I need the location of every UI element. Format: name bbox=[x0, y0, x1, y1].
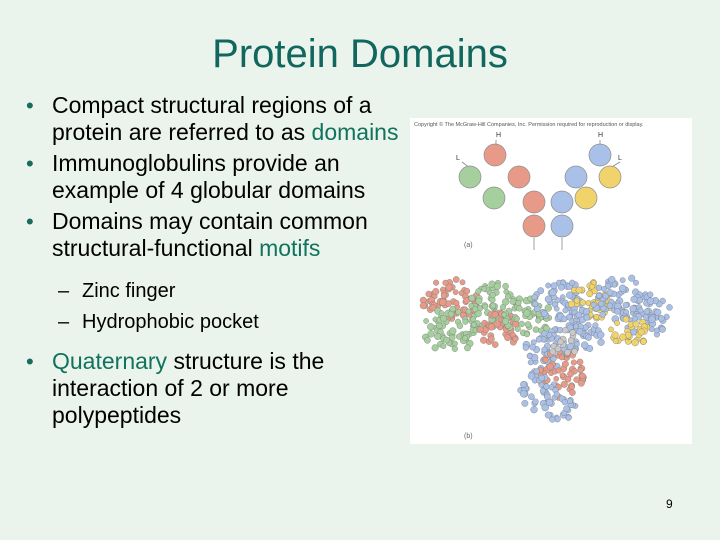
atom-sphere bbox=[449, 335, 455, 341]
atom-sphere bbox=[492, 342, 498, 348]
atom-sphere bbox=[514, 316, 520, 322]
atom-sphere bbox=[568, 301, 575, 308]
atom-sphere bbox=[469, 303, 474, 308]
atom-sphere bbox=[471, 322, 476, 327]
atom-sphere bbox=[587, 291, 593, 297]
atom-sphere bbox=[505, 294, 511, 300]
atom-sphere bbox=[569, 384, 575, 390]
atom-sphere bbox=[428, 331, 435, 338]
atom-sphere bbox=[640, 338, 646, 344]
heavy-domain-sphere bbox=[523, 191, 545, 213]
atom-sphere bbox=[633, 280, 638, 285]
atom-sphere bbox=[578, 380, 584, 386]
atom-sphere bbox=[454, 300, 460, 306]
atom-sphere bbox=[576, 312, 582, 318]
heavy-domain-sphere bbox=[589, 144, 611, 166]
heavy-domain-sphere bbox=[523, 215, 545, 237]
atom-sphere bbox=[574, 298, 580, 304]
atom-sphere bbox=[623, 316, 629, 322]
bullet-accent: domains bbox=[311, 119, 399, 145]
sub-bullet-item bbox=[58, 276, 424, 307]
atom-sphere bbox=[569, 390, 575, 396]
atom-sphere bbox=[607, 303, 613, 309]
atom-sphere bbox=[476, 289, 482, 295]
atom-sphere bbox=[581, 342, 588, 349]
atom-sphere bbox=[522, 400, 528, 406]
atom-sphere bbox=[502, 312, 507, 317]
atom-sphere bbox=[577, 329, 584, 336]
atom-sphere bbox=[667, 304, 673, 310]
atom-sphere bbox=[470, 317, 475, 322]
atom-sphere bbox=[520, 390, 527, 397]
light-domain-sphere bbox=[575, 187, 597, 209]
bullet-marker: • bbox=[26, 151, 34, 176]
atom-sphere bbox=[576, 287, 582, 293]
atom-sphere bbox=[504, 289, 509, 294]
atom-sphere bbox=[424, 318, 429, 323]
atom-sphere bbox=[528, 394, 534, 400]
atom-sphere bbox=[490, 292, 496, 298]
atom-sphere bbox=[488, 336, 494, 342]
atom-sphere bbox=[538, 288, 544, 294]
atom-sphere bbox=[542, 331, 548, 337]
atom-sphere bbox=[655, 309, 662, 316]
atom-sphere bbox=[520, 381, 526, 387]
atom-sphere bbox=[525, 322, 531, 328]
atom-sphere bbox=[433, 280, 439, 286]
atom-sphere bbox=[600, 312, 606, 318]
atom-sphere bbox=[658, 315, 664, 321]
atom-sphere bbox=[441, 343, 446, 348]
atom-sphere bbox=[608, 276, 615, 283]
atom-sphere bbox=[584, 314, 590, 320]
atom-sphere bbox=[441, 293, 447, 299]
atom-sphere bbox=[494, 283, 501, 290]
carbohydrate-atom-sphere bbox=[558, 339, 564, 345]
atom-sphere bbox=[516, 300, 522, 306]
sub-bullet-text: Hydrophobic pocket bbox=[82, 311, 259, 333]
heavy-chain-label: H bbox=[598, 132, 604, 139]
atom-sphere bbox=[591, 302, 596, 307]
atom-sphere bbox=[619, 285, 626, 292]
atom-sphere bbox=[539, 375, 545, 381]
bullet-text: Compact structural regions of a protein are referred to as bbox=[52, 92, 372, 145]
atom-sphere bbox=[554, 306, 559, 311]
bullet-accent: Quaternary bbox=[52, 348, 168, 374]
atom-sphere bbox=[516, 305, 522, 311]
atom-sphere bbox=[536, 318, 541, 323]
heavy-domain-sphere bbox=[565, 166, 587, 188]
atom-sphere bbox=[420, 302, 427, 309]
atom-sphere bbox=[480, 337, 487, 344]
dash-marker: – bbox=[58, 280, 70, 302]
heavy-domain-sphere bbox=[508, 166, 530, 188]
atom-sphere bbox=[543, 357, 549, 363]
atom-sphere bbox=[547, 363, 554, 370]
atom-sphere bbox=[630, 305, 637, 312]
atom-sphere bbox=[426, 291, 432, 297]
atom-sphere bbox=[462, 336, 467, 341]
bullet-text: Immunoglobulins provide an example of 4 globular domains bbox=[52, 150, 366, 203]
bullet-marker: • bbox=[26, 349, 34, 374]
atom-sphere bbox=[460, 280, 465, 285]
sub-bullet-text: Zinc finger bbox=[82, 280, 176, 302]
atom-sphere bbox=[563, 308, 568, 313]
atom-sphere bbox=[578, 367, 584, 373]
bullet-text: structure is the interaction of 2 or more polypeptides bbox=[52, 348, 325, 428]
atom-sphere bbox=[536, 336, 542, 342]
atom-sphere bbox=[457, 323, 463, 329]
atom-sphere bbox=[556, 368, 562, 374]
bullet-list bbox=[24, 92, 424, 433]
atom-sphere bbox=[619, 334, 626, 341]
atom-sphere bbox=[596, 285, 602, 291]
atom-sphere bbox=[628, 275, 635, 282]
atom-sphere bbox=[558, 284, 564, 290]
immunoglobulin-figure bbox=[410, 118, 692, 444]
atom-sphere bbox=[542, 404, 549, 411]
atom-sphere bbox=[464, 288, 470, 294]
copyright-notice: Copyright © The McGraw-Hill Companies, Inc. Permission required for reproduction or display. bbox=[414, 122, 644, 128]
atom-sphere bbox=[560, 373, 565, 378]
atom-sphere bbox=[647, 292, 653, 298]
panel-a-label: (a) bbox=[464, 242, 473, 249]
atom-sphere bbox=[659, 326, 665, 332]
atom-sphere bbox=[601, 286, 606, 291]
atom-sphere bbox=[598, 301, 604, 307]
atom-sphere bbox=[549, 417, 555, 423]
atom-sphere bbox=[569, 280, 575, 286]
atom-sphere bbox=[614, 308, 620, 314]
atom-sphere bbox=[631, 296, 638, 303]
atom-sphere bbox=[523, 345, 529, 351]
atom-sphere bbox=[531, 406, 538, 413]
atom-sphere bbox=[463, 319, 469, 325]
atom-sphere bbox=[585, 335, 591, 341]
atom-sphere bbox=[562, 399, 568, 405]
light-domain-sphere bbox=[599, 166, 621, 188]
atom-sphere bbox=[449, 328, 456, 335]
atom-sphere bbox=[632, 339, 639, 346]
atom-sphere bbox=[551, 283, 557, 289]
dash-marker: – bbox=[58, 311, 70, 333]
atom-sphere bbox=[436, 323, 442, 329]
light-domain-sphere bbox=[483, 187, 505, 209]
atom-sphere bbox=[598, 339, 605, 346]
atom-sphere bbox=[456, 309, 462, 315]
atom-sphere bbox=[644, 309, 650, 315]
bullet-item bbox=[24, 150, 424, 204]
atom-sphere bbox=[424, 337, 430, 343]
atom-sphere bbox=[613, 338, 618, 343]
atom-sphere bbox=[532, 294, 538, 300]
atom-sphere bbox=[466, 309, 471, 314]
atom-sphere bbox=[503, 283, 509, 289]
atom-sphere bbox=[561, 381, 568, 388]
atom-sphere bbox=[515, 326, 521, 332]
atom-sphere bbox=[566, 415, 572, 421]
atom-sphere bbox=[580, 373, 586, 379]
atom-sphere bbox=[562, 361, 568, 367]
atom-sphere bbox=[469, 295, 475, 301]
atom-sphere bbox=[554, 392, 560, 398]
atom-sphere bbox=[566, 292, 573, 299]
atom-sphere bbox=[440, 315, 447, 322]
atom-sphere bbox=[643, 314, 648, 319]
atom-sphere bbox=[577, 359, 583, 365]
atom-sphere bbox=[464, 345, 470, 351]
atom-sphere bbox=[492, 311, 499, 318]
heavy-chain-label: H bbox=[496, 132, 502, 139]
bullet-text: Domains may contain common structural-functional bbox=[52, 208, 368, 261]
atom-sphere bbox=[547, 332, 552, 337]
atom-sphere bbox=[519, 321, 525, 327]
atom-sphere bbox=[541, 311, 547, 317]
panel-b-label: (b) bbox=[464, 433, 473, 440]
sub-bullet-item bbox=[58, 307, 424, 338]
carbohydrate-atom-sphere bbox=[568, 338, 574, 344]
atom-sphere bbox=[433, 288, 440, 295]
atom-sphere bbox=[502, 318, 508, 324]
carbohydrate-atom-sphere bbox=[572, 349, 578, 355]
atom-sphere bbox=[482, 286, 487, 291]
atom-sphere bbox=[524, 332, 529, 337]
atom-sphere bbox=[583, 308, 590, 315]
atom-sphere bbox=[607, 289, 613, 295]
atom-sphere bbox=[573, 324, 578, 329]
atom-sphere bbox=[654, 328, 659, 333]
bullet-item bbox=[24, 92, 424, 146]
atom-sphere bbox=[649, 316, 656, 323]
atom-sphere bbox=[637, 297, 643, 303]
atom-sphere bbox=[564, 406, 570, 412]
atom-sphere bbox=[638, 329, 644, 335]
carbohydrate-atom-sphere bbox=[564, 350, 570, 356]
bullet-item bbox=[24, 208, 424, 262]
atom-sphere bbox=[580, 300, 586, 306]
atom-sphere bbox=[561, 316, 567, 322]
atom-sphere bbox=[567, 399, 572, 404]
atom-sphere bbox=[647, 298, 654, 305]
atom-sphere bbox=[530, 344, 536, 350]
atom-sphere bbox=[545, 305, 552, 312]
heavy-domain-sphere bbox=[484, 144, 506, 166]
atom-sphere bbox=[608, 327, 613, 332]
atom-sphere bbox=[534, 369, 540, 375]
sub-bullet-list bbox=[58, 276, 424, 338]
atom-sphere bbox=[596, 293, 601, 298]
atom-sphere bbox=[444, 337, 450, 343]
atom-sphere bbox=[633, 321, 639, 327]
slide-title: Protein Domains bbox=[212, 32, 508, 76]
atom-sphere bbox=[443, 280, 449, 286]
atom-sphere bbox=[546, 283, 551, 288]
atom-sphere bbox=[523, 310, 530, 317]
atom-sphere bbox=[623, 302, 629, 308]
atom-sphere bbox=[490, 303, 496, 309]
carbohydrate-atom-sphere bbox=[562, 327, 568, 333]
heavy-domain-sphere bbox=[551, 191, 573, 213]
light-domain-sphere bbox=[459, 166, 481, 188]
atom-sphere bbox=[544, 384, 550, 390]
atom-sphere bbox=[597, 331, 604, 338]
atom-sphere bbox=[528, 373, 535, 380]
atom-sphere bbox=[488, 324, 495, 331]
atom-sphere bbox=[612, 332, 619, 339]
atom-sphere bbox=[593, 323, 599, 329]
atom-sphere bbox=[532, 301, 538, 307]
atom-sphere bbox=[559, 355, 564, 360]
atom-sphere bbox=[434, 333, 441, 340]
atom-sphere bbox=[450, 306, 456, 312]
light-chain-label: L bbox=[456, 155, 460, 162]
atom-sphere bbox=[504, 334, 510, 340]
atom-sphere bbox=[427, 323, 434, 330]
atom-sphere bbox=[533, 327, 539, 333]
atom-sphere bbox=[545, 296, 552, 303]
atom-sphere bbox=[571, 360, 577, 366]
atom-sphere bbox=[589, 284, 594, 289]
atom-sphere bbox=[620, 278, 625, 283]
page-number: 9 bbox=[666, 497, 673, 511]
atom-sphere bbox=[439, 299, 446, 306]
atom-sphere bbox=[476, 298, 483, 305]
heavy-domain-sphere bbox=[551, 215, 573, 237]
atom-sphere bbox=[533, 399, 539, 405]
space-filling-model bbox=[410, 258, 692, 438]
atom-sphere bbox=[477, 327, 483, 333]
bullet-item bbox=[24, 348, 424, 429]
atom-sphere bbox=[632, 316, 637, 321]
domain-spheres bbox=[459, 144, 621, 237]
bullet-marker: • bbox=[26, 93, 34, 118]
atom-sphere bbox=[567, 371, 573, 377]
atom-sphere bbox=[483, 304, 488, 309]
atom-sphere bbox=[513, 336, 519, 342]
atom-sphere bbox=[614, 320, 619, 325]
carbohydrate-atom-sphere bbox=[570, 330, 576, 336]
domain-diagram bbox=[410, 118, 692, 258]
bullet-marker: • bbox=[26, 209, 34, 234]
atom-sphere bbox=[453, 276, 459, 282]
atom-sphere bbox=[574, 342, 579, 347]
atom-sphere bbox=[459, 291, 464, 296]
carbohydrate-atom-sphere bbox=[550, 349, 556, 355]
light-chain-label: L bbox=[618, 155, 622, 162]
atom-sphere bbox=[554, 376, 559, 381]
atom-sphere bbox=[453, 341, 458, 346]
atom-sphere bbox=[432, 345, 439, 352]
atom-sphere bbox=[453, 290, 458, 295]
atom-sphere bbox=[510, 298, 516, 304]
atom-sphere bbox=[549, 289, 556, 296]
atom-sphere bbox=[456, 334, 462, 340]
atom-sphere bbox=[539, 382, 544, 387]
bullet-accent: motifs bbox=[259, 235, 321, 261]
atom-sphere bbox=[527, 353, 532, 358]
